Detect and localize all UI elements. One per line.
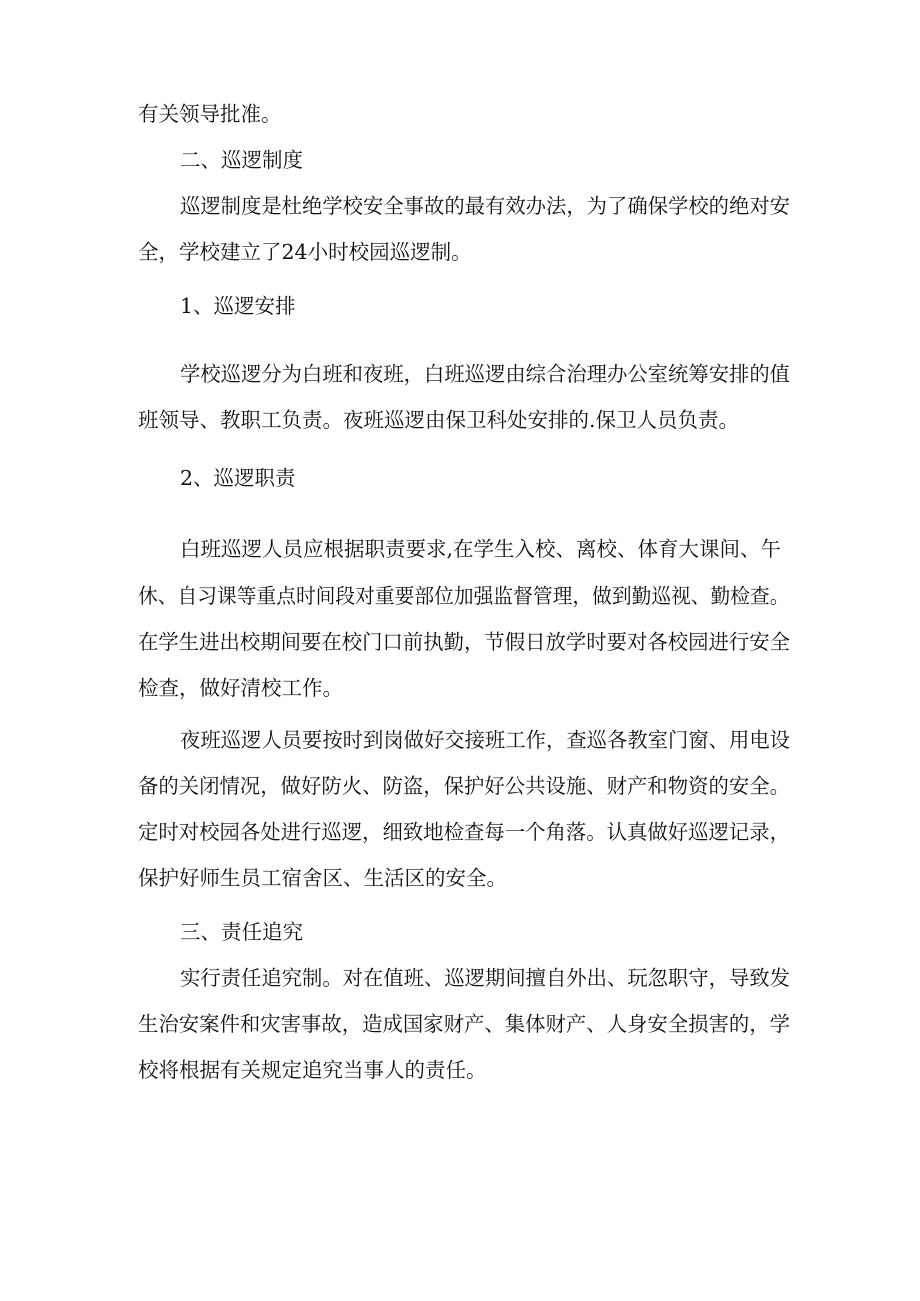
paragraph-line: 保护好师生员工宿舍区、生活区的安全。 bbox=[138, 866, 507, 890]
subsection-heading: 1、巡逻安排 bbox=[180, 294, 296, 318]
paragraph-line: 夜班巡逻人员要按时到岗做好交接班工作，查巡各教室门窗、用电设 bbox=[180, 728, 790, 752]
paragraph-line: 白班巡逻人员应根据职责要求,在学生入校、离校、体育大课间、午 bbox=[180, 537, 782, 561]
paragraph-line: 实行责任追究制。对在值班、巡逻期间擅自外出、玩忽职守，导致发 bbox=[180, 966, 790, 990]
paragraph-line: 全，学校建立了24小时校园巡逻制。 bbox=[138, 240, 472, 264]
paragraph-line: 检查，做好清校工作。 bbox=[138, 676, 343, 700]
paragraph-line: 学校巡逻分为白班和夜班，白班巡逻由综合治理办公室统筹安排的值 bbox=[180, 362, 790, 386]
paragraph-line: 校将根据有关规定追究当事人的责任。 bbox=[138, 1058, 487, 1082]
paragraph-line: 休、自习课等重点时间段对重要部位加强监督管理，做到勤巡视、勤检查。 bbox=[138, 584, 790, 608]
paragraph-line: 班领导、教职工负责。夜班巡逻由保卫科处安排的.保卫人员负责。 bbox=[138, 408, 740, 432]
subsection-heading: 2、巡逻职责 bbox=[180, 466, 296, 490]
paragraph-line: 在学生进出校期间要在校门口前执勤，节假日放学时要对各校园进行安全 bbox=[138, 630, 790, 654]
section-heading: 二、巡逻制度 bbox=[180, 148, 303, 172]
paragraph-line: 生治安案件和灾害事故，造成国家财产、集体财产、人身安全损害的，学 bbox=[138, 1012, 790, 1036]
section-heading: 三、责任追究 bbox=[180, 920, 303, 944]
paragraph-line: 备的关闭情况，做好防火、防盗，保护好公共设施、财产和物资的安全。 bbox=[138, 774, 790, 798]
paragraph-line: 定时对校园各处进行巡逻，细致地检查每一个角落。认真做好巡逻记录， bbox=[138, 820, 790, 844]
paragraph-line: 巡逻制度是杜绝学校安全事故的最有效办法，为了确保学校的绝对安 bbox=[180, 194, 790, 218]
paragraph-line: 有关领导批准。 bbox=[138, 102, 282, 126]
